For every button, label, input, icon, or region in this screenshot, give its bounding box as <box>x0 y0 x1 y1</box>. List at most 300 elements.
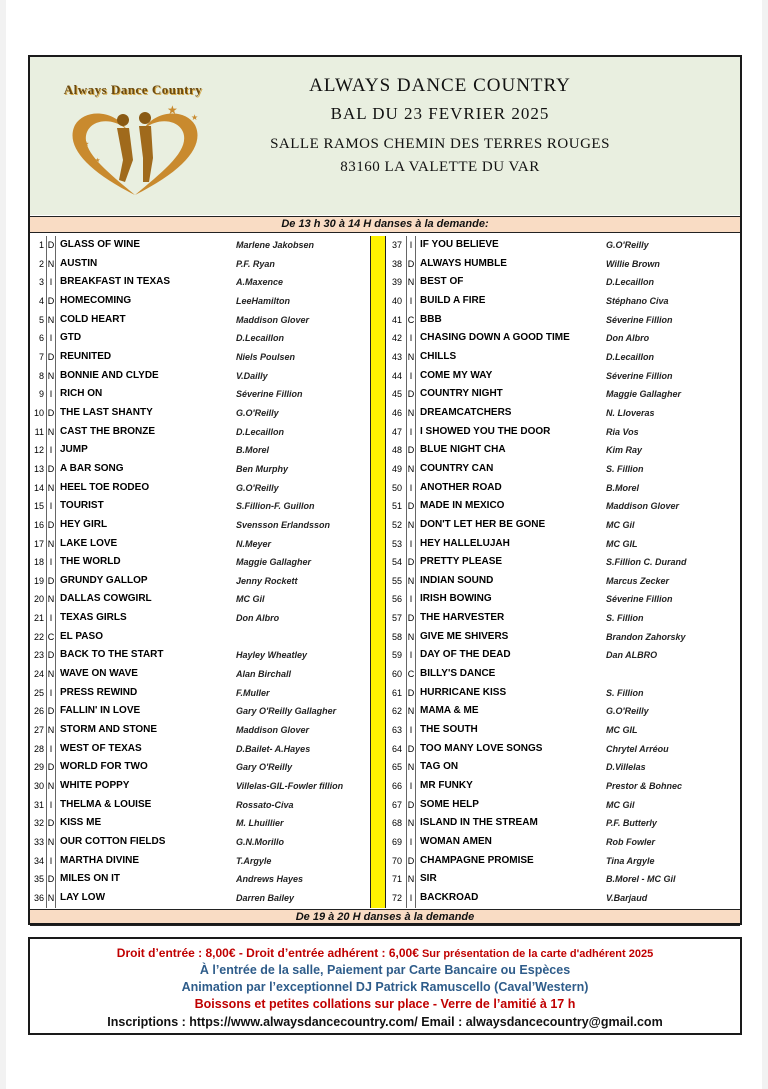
dance-name: MR FUNKY <box>420 780 473 792</box>
choreographer: Alan Birchall <box>236 669 292 680</box>
dance-name: CAST THE BRONZE <box>60 425 155 437</box>
choreographer: Maddison Glover <box>236 725 310 736</box>
dance-name: PRESS REWIND <box>60 686 138 698</box>
choreographer: Andrews Hayes <box>236 874 304 885</box>
dance-name: BACKROAD <box>420 891 479 903</box>
dance-level: D <box>406 385 416 404</box>
dance-name: CHILLS <box>420 350 457 362</box>
dance-name: THE HARVESTER <box>420 612 505 624</box>
choreographer: Maddison Glover <box>606 501 680 512</box>
dance-name: BBB <box>420 313 442 325</box>
choreographer: T.Argyle <box>236 855 272 866</box>
dance-number: 27 <box>33 725 44 736</box>
dance-name: THE LAST SHANTY <box>60 406 153 418</box>
dance-level: I <box>46 740 56 759</box>
dance-number: 57 <box>391 613 402 624</box>
dance-number: 14 <box>33 482 44 493</box>
dance-name: WEST OF TEXAS <box>60 742 142 754</box>
dance-level: I <box>46 497 56 516</box>
choreographer: Brandon Zahorsky <box>606 631 686 642</box>
choreographer: D.Lecaillon <box>236 333 285 344</box>
dance-name: WAVE ON WAVE <box>60 668 138 680</box>
dance-name: BILLY'S DANCE <box>420 668 496 680</box>
dance-name: HOMECOMING <box>60 294 132 306</box>
dance-level: N <box>406 702 416 721</box>
dance-number: 71 <box>391 874 402 885</box>
dance-number: 21 <box>33 613 44 624</box>
dance-name: MARTHA DIVINE <box>60 854 140 866</box>
dance-name: I SHOWED YOU THE DOOR <box>420 425 551 437</box>
dance-name: BLUE NIGHT CHA <box>420 444 506 456</box>
choreographer: G.O'Reilly <box>236 407 279 418</box>
choreographer: Chrytel Arréou <box>606 743 669 754</box>
choreographer: MC Gil <box>236 594 265 605</box>
svg-text:★: ★ <box>179 118 188 128</box>
dance-level: C <box>406 311 416 330</box>
choreographer: Don Albro <box>236 613 280 624</box>
dance-name: AUSTIN <box>60 257 98 269</box>
dance-level: D <box>46 460 56 479</box>
dance-number: 31 <box>33 799 44 810</box>
dance-number: 66 <box>391 781 402 792</box>
dance-number: 32 <box>33 818 44 829</box>
choreographer: D.Lecaillon <box>236 426 285 437</box>
dance-number: 44 <box>391 370 402 381</box>
dance-level: I <box>406 367 416 386</box>
dance-level: D <box>46 758 56 777</box>
dance-level: D <box>406 609 416 628</box>
dance-level: N <box>406 870 416 889</box>
dance-level: D <box>406 796 416 815</box>
dance-name: FALLIN' IN LOVE <box>60 705 141 717</box>
dance-name: DREAMCATCHERS <box>420 406 512 418</box>
dance-name: DON'T LET HER BE GONE <box>420 518 546 530</box>
dance-level: N <box>46 535 56 554</box>
choreographer: Don Albro <box>606 333 650 344</box>
dance-name: HEY HALLELUJAH <box>420 537 510 549</box>
dance-number: 18 <box>33 557 44 568</box>
choreographer: Villelas-GIL-Fowler fillion <box>236 781 344 792</box>
dance-level: N <box>406 404 416 423</box>
dance-name: MADE IN MEXICO <box>420 500 505 512</box>
choreographer: S. Fillion <box>606 687 644 698</box>
dance-name: LAKE LOVE <box>60 537 118 549</box>
dance-name: OUR COTTON FIELDS <box>60 836 166 847</box>
dance-level: N <box>406 628 416 647</box>
choreographer: Darren Bailey <box>236 892 295 903</box>
dance-number: 3 <box>38 277 44 288</box>
choreographer: Willie Brown <box>606 258 660 269</box>
choreographer: Rossato-Civa <box>236 799 294 810</box>
dance-name: STORM AND STONE <box>60 724 158 736</box>
dance-number: 56 <box>391 594 402 605</box>
entry-price <box>30 945 740 962</box>
dance-level: N <box>46 777 56 796</box>
registration-info: Inscriptions : https://www.alwaysdancecountry.com/ Email : alwaysdancecountry@gmail.com <box>107 1015 663 1029</box>
choreographer: Marlene Jakobsen <box>236 240 315 250</box>
dance-level: I <box>46 609 56 628</box>
list-frame <box>28 55 742 925</box>
dance-level: D <box>406 553 416 572</box>
dance-level: D <box>46 702 56 721</box>
dance-name: TOURIST <box>60 500 104 512</box>
dance-number: 51 <box>391 501 402 512</box>
dance-name: MAMA & ME <box>420 705 479 717</box>
dance-name: BUILD A FIRE <box>420 294 486 306</box>
dance-name: IRISH BOWING <box>420 593 492 605</box>
dance-number: 61 <box>391 687 402 698</box>
dance-level: N <box>406 348 416 367</box>
dance-number: 6 <box>38 333 44 344</box>
dance-number: 45 <box>391 389 402 400</box>
choreographer: Niels Poulsen <box>236 351 296 362</box>
choreographer: P.F. Ryan <box>236 258 275 269</box>
svg-text:★: ★ <box>95 158 101 164</box>
choreographer: G.O'Reilly <box>606 706 649 717</box>
dance-number: 50 <box>391 482 402 493</box>
dance-level: I <box>46 553 56 572</box>
choreographer: MC GIL <box>606 538 638 549</box>
dance-name: THE WORLD <box>60 556 121 568</box>
dance-level: N <box>406 758 416 777</box>
choreographer: Séverine Fillion <box>236 389 303 400</box>
choreographer: M. Lhuillier <box>236 818 284 829</box>
dance-name: COUNTRY CAN <box>420 462 494 474</box>
footer-box <box>28 937 742 1035</box>
entry-price-main: Droit d’entrée : 8,00€ - Droit d’entrée adhérent : 6,00€ <box>116 946 419 960</box>
choreographer: Tina Argyle <box>606 855 655 866</box>
dance-level: I <box>406 833 416 852</box>
dance-level: D <box>46 236 56 255</box>
choreographer: LeeHamilton <box>236 295 291 306</box>
choreographer: V.Dailly <box>236 370 268 381</box>
dance-number: 24 <box>33 669 44 680</box>
dance-name: HEY GIRL <box>60 518 108 530</box>
dance-name: GIVE ME SHIVERS <box>420 630 509 642</box>
dance-number: 11 <box>34 426 44 437</box>
dance-number: 8 <box>38 370 44 381</box>
dance-number: 12 <box>33 445 44 456</box>
refreshments-info: Boissons et petites collations sur place - Verre de l’amitié à 17 h <box>194 997 576 1011</box>
dance-name: ISLAND IN THE STREAM <box>420 817 538 829</box>
dance-number: 41 <box>391 314 402 325</box>
choreographer: Svensson Erlandsson <box>236 519 331 530</box>
dance-level: I <box>406 329 416 348</box>
dance-name: TOO MANY LOVE SONGS <box>420 742 543 754</box>
dance-name: SIR <box>420 873 437 885</box>
dance-level: N <box>46 833 56 852</box>
dance-level: N <box>46 311 56 330</box>
dance-level: N <box>406 460 416 479</box>
choreographer: Séverine Fillion <box>606 594 673 605</box>
choreographer: Dan ALBRO <box>606 650 658 661</box>
choreographer: Stéphano Civa <box>606 295 669 306</box>
dance-name: TEXAS GIRLS <box>60 612 127 624</box>
choreographer: B.Morel - MC Gil <box>606 874 676 885</box>
choreographer: Hayley Wheatley <box>236 650 308 661</box>
dance-number: 48 <box>391 445 402 456</box>
choreographer: P.F. Butterly <box>606 818 657 829</box>
dance-name: CHAMPAGNE PROMISE <box>420 854 534 866</box>
choreographer: Prestor & Bohnec <box>606 781 683 792</box>
choreographer: B.Morel <box>606 482 640 493</box>
dance-name: TAG ON <box>420 761 459 773</box>
dance-name: DALLAS COWGIRL <box>60 593 152 605</box>
dance-number: 72 <box>391 892 402 903</box>
dance-level: I <box>406 479 416 498</box>
dance-name: IF YOU BELIEVE <box>420 239 499 250</box>
choreographer: S. Fillion <box>606 463 644 474</box>
dance-number: 67 <box>391 799 402 810</box>
dance-number: 36 <box>33 892 44 903</box>
dance-level: N <box>406 273 416 292</box>
dance-name: GRUNDY GALLOP <box>60 574 148 586</box>
dance-number: 58 <box>391 631 402 642</box>
dance-number: 68 <box>391 818 402 829</box>
dance-name: BACK TO THE START <box>60 649 164 661</box>
dance-level: I <box>406 423 416 442</box>
dance-level: D <box>46 516 56 535</box>
choreographer: Gary O'Reilly Gallagher <box>236 706 337 717</box>
dance-level: I <box>46 385 56 404</box>
dance-name: KISS ME <box>60 817 102 829</box>
dance-number: 23 <box>33 650 44 661</box>
dance-name: A BAR SONG <box>60 462 124 474</box>
dance-name: WOMAN AMEN <box>420 836 492 847</box>
dance-level: D <box>46 404 56 423</box>
dance-name: SOME HELP <box>420 798 479 810</box>
payment-info: À l’entrée de la salle, Paiement par Carte Bancaire ou Espèces <box>199 963 571 977</box>
dance-level: D <box>406 852 416 871</box>
choreographer: D.Bailet- A.Hayes <box>236 743 311 754</box>
dance-number: 46 <box>391 407 402 418</box>
svg-text:★: ★ <box>185 133 192 140</box>
choreographer: Maddison Glover <box>236 314 310 325</box>
dance-number: 22 <box>33 631 44 642</box>
dance-level: N <box>406 814 416 833</box>
dance-number: 40 <box>391 295 402 306</box>
dance-level: I <box>406 646 416 665</box>
dance-number: 34 <box>33 855 44 866</box>
dance-number: 53 <box>391 538 402 549</box>
dj-info: Animation par l’exceptionnel DJ Patrick Ramuscello (Caval’Western) <box>181 980 589 994</box>
dance-name: GTD <box>60 332 82 344</box>
dance-name: COLD HEART <box>60 313 126 325</box>
dance-name: REUNITED <box>60 350 112 362</box>
dance-level: D <box>46 814 56 833</box>
dance-level: I <box>406 889 416 908</box>
dance-name: EL PASO <box>60 630 103 642</box>
dance-name: ALWAYS HUMBLE <box>420 257 507 269</box>
dance-level: I <box>406 236 416 255</box>
dance-level: N <box>46 889 56 908</box>
dance-name: RICH ON <box>60 388 103 400</box>
choreographer: Kim Ray <box>606 445 643 456</box>
dance-number: 47 <box>391 426 402 437</box>
choreographer: D.Lecaillon <box>606 277 655 288</box>
dance-number: 54 <box>391 557 402 568</box>
dance-number: 69 <box>391 837 402 847</box>
dance-level: I <box>406 292 416 311</box>
dance-name: PRETTY PLEASE <box>420 556 503 568</box>
dance-level: N <box>46 721 56 740</box>
dance-name: WHITE POPPY <box>60 780 130 792</box>
dance-number: 35 <box>33 874 44 885</box>
dance-number: 19 <box>33 575 44 586</box>
dance-level: N <box>406 572 416 591</box>
choreographer: G.O'Reilly <box>606 240 649 250</box>
choreographer: Ria Vos <box>606 426 639 437</box>
dance-number: 60 <box>391 669 402 680</box>
choreographer: S.Fillion C. Durand <box>606 557 687 568</box>
choreographer: MC GIL <box>606 725 638 736</box>
event-city: 83160 LA VALETTE DU VAR <box>340 159 540 175</box>
dance-level: I <box>46 273 56 292</box>
dance-level: D <box>406 740 416 759</box>
dance-number: 65 <box>391 762 402 773</box>
dance-level: I <box>406 777 416 796</box>
dance-level: N <box>46 665 56 684</box>
dance-number: 10 <box>33 407 44 418</box>
dance-name: ANOTHER ROAD <box>420 481 502 493</box>
dance-name: THE SOUTH <box>420 724 478 736</box>
dance-level: D <box>406 684 416 703</box>
svg-text:★: ★ <box>83 141 90 148</box>
choreographer: S.Fillion-F. Guillon <box>236 501 315 512</box>
dance-number: 70 <box>391 855 402 866</box>
dance-level: N <box>46 590 56 609</box>
choreographer: N.Meyer <box>236 538 272 549</box>
dance-name: JUMP <box>60 444 88 456</box>
dance-number: 33 <box>33 837 44 847</box>
choreographer: N. Lloveras <box>606 407 655 418</box>
choreographer: D.Villelas <box>606 762 646 773</box>
event-title: ALWAYS DANCE COUNTRY <box>309 75 571 96</box>
dance-level: C <box>406 665 416 684</box>
dance-level: I <box>46 796 56 815</box>
choreographer: Séverine Fillion <box>606 314 673 325</box>
dance-level: N <box>46 479 56 498</box>
dance-number: 16 <box>33 519 44 530</box>
dance-number: 7 <box>38 351 44 362</box>
dance-number: 39 <box>391 277 402 288</box>
dance-name: HURRICANE KISS <box>420 686 507 698</box>
dance-name: BEST OF <box>420 276 464 288</box>
dance-number: 17 <box>33 538 44 549</box>
dance-level: C <box>46 628 56 647</box>
dance-name: COME MY WAY <box>420 369 493 381</box>
dance-level: D <box>406 441 416 460</box>
dance-number: 15 <box>33 501 44 512</box>
dance-number: 20 <box>33 594 44 605</box>
choreographer: V.Barjaud <box>606 892 648 903</box>
dance-name: HEEL TOE RODEO <box>60 481 150 493</box>
choreographer: Jenny Rockett <box>236 575 298 586</box>
dance-name: BONNIE AND CLYDE <box>60 369 159 381</box>
dance-name: GLASS OF WINE <box>60 239 140 250</box>
dance-number: 2 <box>38 258 44 269</box>
dance-number: 49 <box>391 463 402 474</box>
choreographer: F.Muller <box>236 687 270 698</box>
dance-number: 9 <box>38 389 44 400</box>
dance-level: I <box>46 441 56 460</box>
dance-name: CHASING DOWN A GOOD TIME <box>420 332 570 344</box>
choreographer: D.Lecaillon <box>606 351 655 362</box>
dance-name: DAY OF THE DEAD <box>420 649 511 661</box>
dance-name: LAY LOW <box>60 891 106 903</box>
dance-level: I <box>406 535 416 554</box>
dance-number: 30 <box>33 781 44 792</box>
dance-number: 38 <box>391 258 402 269</box>
choreographer: Rob Fowler <box>606 837 655 847</box>
svg-text:★: ★ <box>191 113 199 122</box>
dance-level: I <box>406 721 416 740</box>
dance-level: D <box>406 497 416 516</box>
choreographer: Maggie Gallagher <box>236 557 312 568</box>
dance-level: I <box>46 852 56 871</box>
choreographer: Ben Murphy <box>236 463 289 474</box>
choreographer: B.Morel <box>236 445 270 456</box>
dance-number: 62 <box>391 706 402 717</box>
dance-name: MILES ON IT <box>60 873 120 885</box>
dance-level: D <box>46 646 56 665</box>
dance-level: D <box>46 572 56 591</box>
dance-number: 43 <box>391 351 402 362</box>
dance-number: 63 <box>391 725 402 736</box>
dance-level: I <box>46 329 56 348</box>
choreographer: G.N.Morillo <box>236 837 284 847</box>
dance-level: N <box>46 423 56 442</box>
choreographer: Gary O'Reilly <box>236 762 293 773</box>
dance-number: 55 <box>391 575 402 586</box>
band-bottom: De 19 à 20 H danses à la demande <box>30 909 740 926</box>
dance-level: D <box>406 255 416 274</box>
band-top: De 13 h 30 à 14 H danses à la demande: <box>30 216 740 233</box>
logo: Always Dance Country <box>63 82 203 97</box>
dance-name: BREAKFAST IN TEXAS <box>60 276 171 288</box>
choreographer: Marcus Zecker <box>606 575 670 586</box>
choreographer: MC Gil <box>606 519 635 530</box>
dance-number: 64 <box>391 743 402 754</box>
choreographer: Séverine Fillion <box>606 370 673 381</box>
choreographer: MC Gil <box>606 799 635 810</box>
dance-number: 42 <box>391 333 402 344</box>
dance-number: 1 <box>38 240 44 250</box>
entry-price-note: Sur présentation de la carte d'adhérent 2025 <box>418 948 654 960</box>
dance-name: COUNTRY NIGHT <box>420 388 503 400</box>
dance-level: D <box>46 292 56 311</box>
event-venue: SALLE RAMOS CHEMIN DES TERRES ROUGES <box>270 136 610 152</box>
event-date: BAL DU 23 FEVRIER 2025 <box>330 104 550 123</box>
dance-number: 37 <box>391 240 402 250</box>
dance-number: 26 <box>33 706 44 717</box>
dance-number: 25 <box>33 687 44 698</box>
dance-level: I <box>406 590 416 609</box>
svg-text:★: ★ <box>167 103 178 117</box>
dance-level: N <box>406 516 416 535</box>
dance-name: WORLD FOR TWO <box>60 761 148 773</box>
dance-number: 52 <box>391 519 402 530</box>
dance-number: 28 <box>33 743 44 754</box>
dance-number: 13 <box>33 463 44 474</box>
dance-level: N <box>46 255 56 274</box>
dance-level: D <box>46 870 56 889</box>
dance-number: 5 <box>38 314 44 325</box>
choreographer: G.O'Reilly <box>236 482 279 493</box>
dance-number: 4 <box>38 295 44 306</box>
dance-level: N <box>46 367 56 386</box>
dance-level: D <box>46 348 56 367</box>
